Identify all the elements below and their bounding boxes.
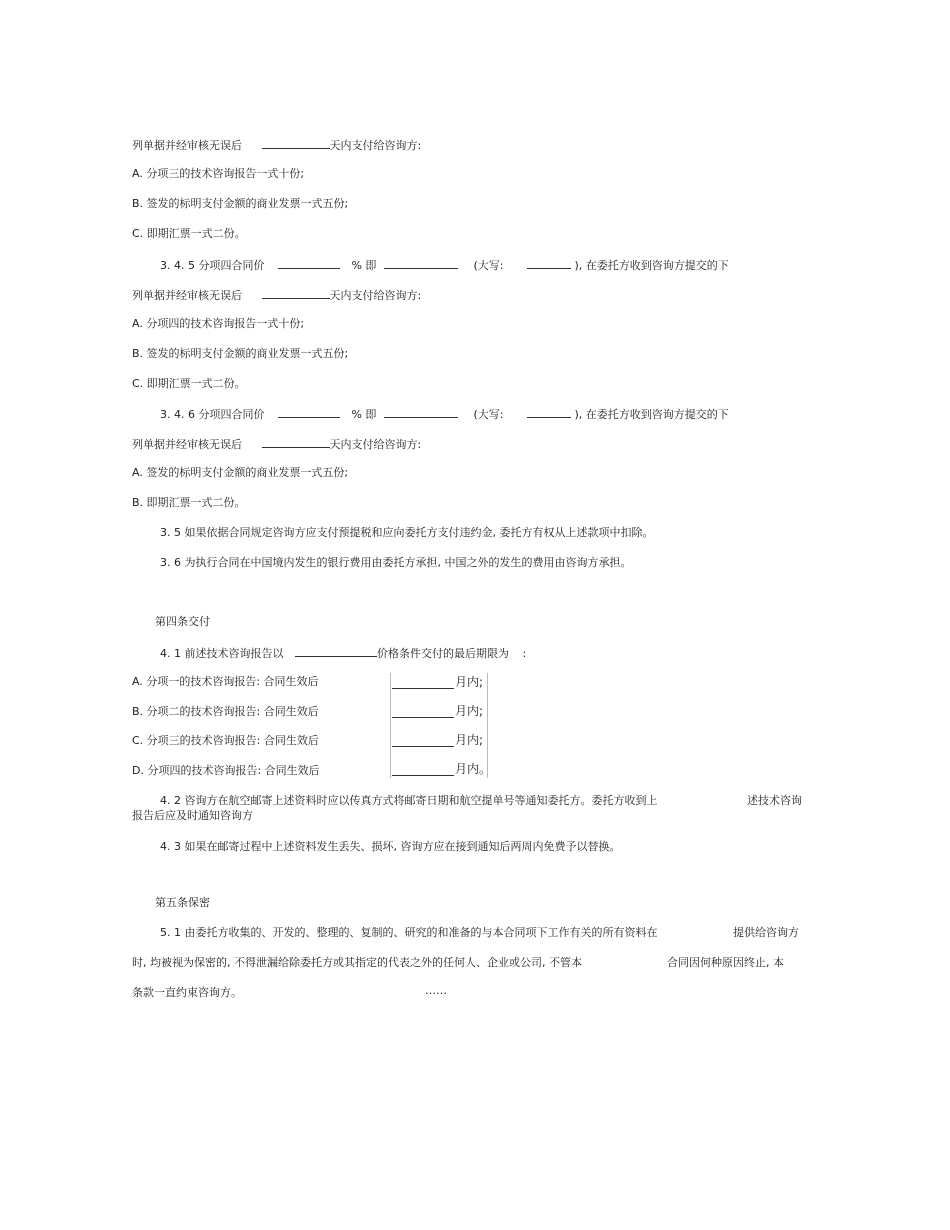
list-item: A. 分项三的技术咨询报告一式十份; [132, 167, 305, 180]
list-item: B. 签发的标明支付金额的商业发票一式五份; [132, 347, 349, 360]
clause-5-1-line3: 条款一直约束咨询方。 [132, 986, 242, 999]
blank-field [527, 257, 571, 269]
list-item: B. 签发的标明支付金额的商业发票一式五份; [132, 197, 349, 210]
blank-field [262, 137, 330, 149]
clause-3-4-6: 3. 4. 6 分项四合同价 % 即 (大写: ), 在委托方收到咨询方提交的下 [160, 408, 729, 421]
clause-3-5: 3. 5 如果依据合同规定咨询方应支付预提税和应向委托方支付违约金, 委托方有权从上述款项中扣除。 [160, 526, 654, 539]
blank-field [392, 733, 454, 747]
clause-4-2-cont: 述技术咨询 [747, 794, 802, 807]
list-item: D. 分项四的技术咨询报告: 合同生效后 [132, 764, 320, 777]
clause-3-4-5: 3. 4. 5 分项四合同价 % 即 (大写: ), 在委托方收到咨询方提交的下 [160, 259, 729, 272]
clause-5-1-cont: 提供给咨询方 [733, 926, 799, 939]
clause-4-3: 4. 3 如果在邮寄过程中上述资料发生丢失、损坏, 咨询方应在接到通知后两周内免费予以替换。 [160, 840, 621, 853]
list-item: A. 签发的标明支付金额的商业发票一式五份; [132, 466, 349, 479]
clause-5-1-line2: 时, 均被视为保密的, 不得泄漏给除委托方或其指定的代表之外的任何人、企业或公司, 不管本 [132, 956, 582, 969]
section-heading: 第四条交付 [155, 615, 210, 628]
unit-label: 月内; [455, 733, 484, 747]
list-item: A. 分项四的技术咨询报告一式十份; [132, 317, 305, 330]
clause-3-6: 3. 6 为执行合同在中国境内发生的银行费用由委托方承担, 中国之外的发生的费用由咨询方承担。 [160, 556, 632, 569]
clause-4-2: 4. 2 咨询方在航空邮寄上述资料时应以传真方式将邮寄日期和航空提单号等通知委托方。委托方收到上 [160, 794, 658, 807]
payment-line: 列单据并经审核无误后 天内支付给咨询方: [132, 438, 422, 451]
blank-field [384, 257, 458, 269]
blank-field [262, 287, 330, 299]
payment-line: 列单据并经审核无误后 天内支付给咨询方: [132, 139, 422, 152]
clause-5-1-line2-cont: 合同因何种原因终止, 本 [667, 956, 784, 969]
clause-4-2-wrap: 报告后应及时通知咨询方 [132, 809, 253, 822]
list-item: C. 即期汇票一式二份。 [132, 227, 246, 240]
blank-field [392, 675, 454, 689]
blank-field [527, 406, 571, 418]
ellipsis: …… [425, 984, 447, 997]
list-item: A. 分项一的技术咨询报告: 合同生效后 [132, 675, 319, 688]
list-item: C. 分项三的技术咨询报告: 合同生效后 [132, 734, 319, 747]
blank-field [392, 704, 454, 718]
section-heading: 第五条保密 [155, 896, 210, 909]
blank-field [278, 406, 340, 418]
blank-field [278, 257, 340, 269]
clause-5-1: 5. 1 由委托方收集的、开发的、整理的、复制的、研究的和准备的与本合同项下工作有关的所有资料在 [160, 926, 658, 939]
list-item: C. 即期汇票一式二份。 [132, 377, 246, 390]
list-item: B. 即期汇票一式二份。 [132, 496, 246, 509]
blank-field [262, 436, 330, 448]
list-item: B. 分项二的技术咨询报告: 合同生效后 [132, 705, 319, 718]
unit-label: 月内; [455, 675, 484, 689]
blank-field [384, 406, 458, 418]
unit-label: 月内。 [455, 762, 492, 776]
clause-4-1: 4. 1 前述技术咨询报告以 价格条件交付的最后期限为 : [160, 647, 527, 660]
unit-label: 月内; [455, 704, 484, 718]
blank-field [295, 645, 377, 657]
payment-line: 列单据并经审核无误后 天内支付给咨询方: [132, 289, 422, 302]
blank-field [392, 762, 454, 776]
